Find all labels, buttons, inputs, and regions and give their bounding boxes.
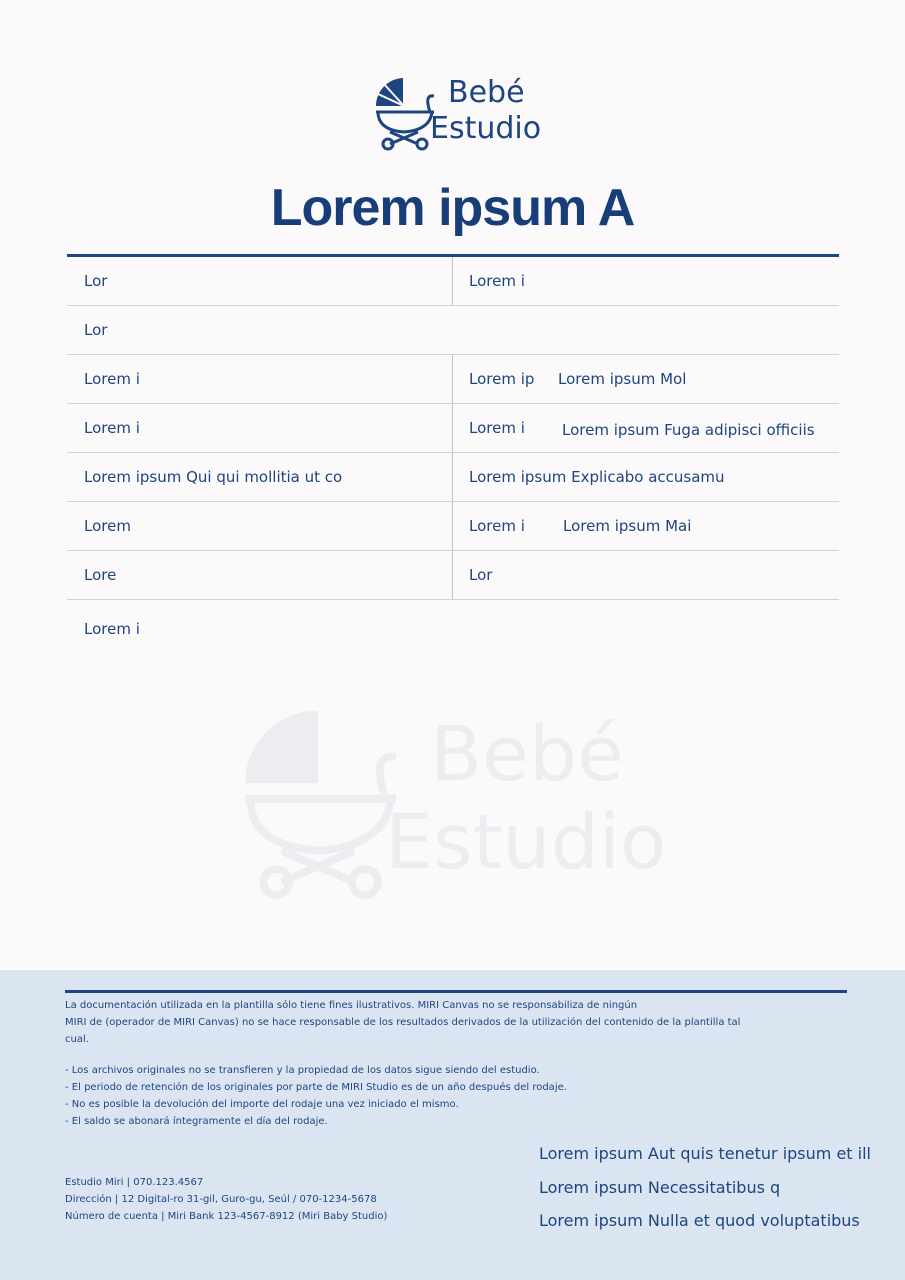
table-row <box>67 355 839 404</box>
right-text: Lorem ipsum Aut quis tenetur ipsum et ill <box>539 1144 871 1163</box>
cell-right: Lorem i <box>469 517 525 535</box>
info-table <box>67 254 839 650</box>
table-row <box>67 404 839 453</box>
svg-text:Estudio: Estudio <box>385 797 667 886</box>
disclaimer-line: cual. <box>65 1034 89 1045</box>
page-title: Lorem ipsum A <box>270 179 635 237</box>
table-row <box>67 551 839 600</box>
note-line: - El periodo de retención de los originales por parte de MIRI Studio es de un año después del rodaje. <box>65 1082 567 1093</box>
right-text: Lorem ipsum Necessitatibus q <box>539 1178 781 1197</box>
disclaimer-line: MIRI de (operador de MIRI Canvas) no se hace responsable de los resultados derivados de la utilización del contenido de la plantilla tal <box>65 1017 741 1028</box>
disclaimer-line: La documentación utilizada en la plantilla sólo tiene fines ilustrativos. MIRI Canvas no se responsabiliza de ningún <box>65 1000 638 1011</box>
contact-info <box>65 1174 387 1225</box>
table-row <box>67 502 839 551</box>
contact-line: Número de cuenta | Miri Bank 123-4567-8912 (Miri Baby Studio) <box>65 1211 388 1222</box>
cell-left: Lorem i <box>84 419 140 437</box>
disclaimer <box>65 997 740 1048</box>
cell-value: Lorem ipsum Fuga adipisci officiis <box>562 421 815 439</box>
cell-value: Lorem ipsum Mai <box>563 517 692 535</box>
cell-left: Lorem i <box>84 370 140 388</box>
note-line: - El saldo se abonará íntegramente el día del rodaje. <box>65 1116 328 1127</box>
contact-line: Dirección | 12 Digital-ro 31-gil, Guro-gu, Seúl / 070-1234-5678 <box>65 1194 377 1205</box>
logo-text-line1: Bebé <box>448 75 525 110</box>
cell-right: Lorem i <box>469 272 525 290</box>
cell-right: Lorem i <box>469 419 525 437</box>
watermark-logo <box>240 700 680 904</box>
after-table-text: Lorem i <box>84 620 140 638</box>
cell-left: Lore <box>84 566 117 584</box>
cell-right: Lorem ipsum Explicabo accusamu <box>469 468 725 486</box>
cell-value: Lorem ipsum Mol <box>558 370 687 388</box>
cell-full: Lor <box>84 321 108 339</box>
logo <box>374 74 554 154</box>
table-row <box>67 257 839 306</box>
cell-left: Lorem <box>84 517 131 535</box>
footer <box>0 970 905 1280</box>
notes <box>65 1062 567 1130</box>
table-row <box>67 306 839 355</box>
right-text: Lorem ipsum Nulla et quod voluptatibus <box>539 1211 860 1230</box>
note-line: - Los archivos originales no se transfieren y la propiedad de los datos sigue siendo del estudio. <box>65 1065 540 1076</box>
cell-right: Lor <box>469 566 493 584</box>
cell-left: Lor <box>84 272 108 290</box>
logo-text-line2: Estudio <box>430 111 542 146</box>
cell-right: Lorem ip <box>469 370 535 388</box>
svg-text:Bebé: Bebé <box>430 709 624 798</box>
cell-left: Lorem ipsum Qui qui mollitia ut co <box>84 468 343 486</box>
contact-line: Estudio Miri | 070.123.4567 <box>65 1177 204 1188</box>
table-row <box>67 453 839 502</box>
note-line: - No es posible la devolución del importe del rodaje una vez iniciado el mismo. <box>65 1099 459 1110</box>
